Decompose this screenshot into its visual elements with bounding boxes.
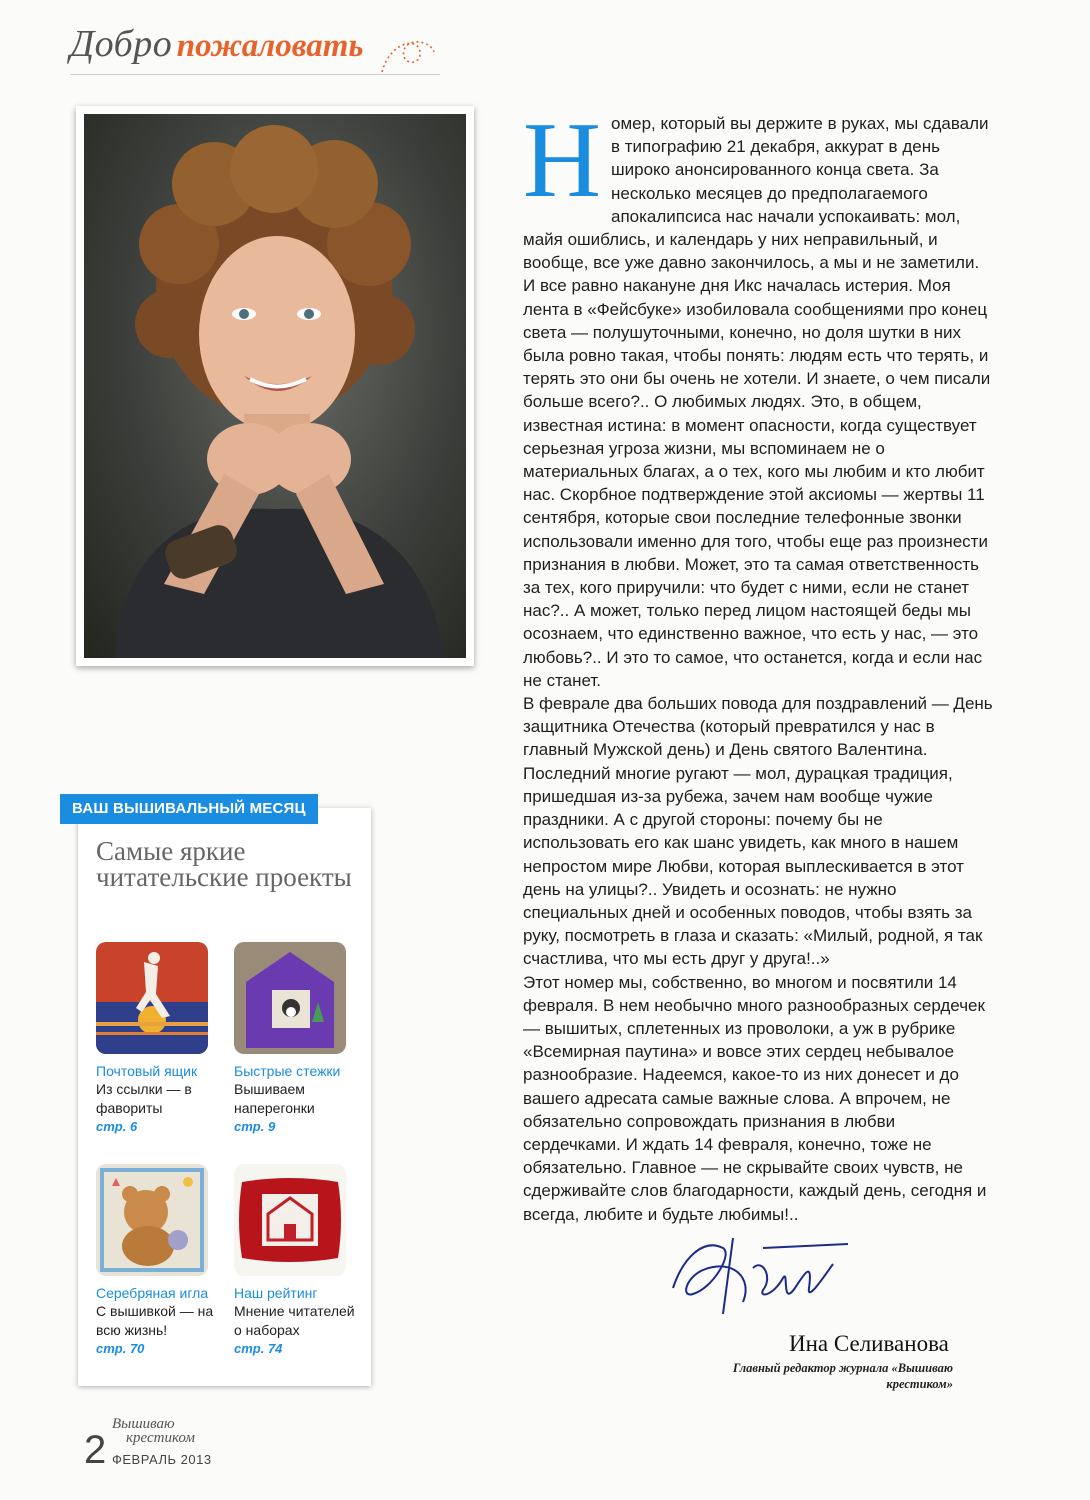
editor-signature-icon	[663, 1218, 863, 1318]
embroidery-pillow-thumbnail	[234, 1164, 346, 1276]
project-heading: Наш рейтинг	[234, 1285, 318, 1301]
project-page-ref: стр. 74	[234, 1341, 283, 1356]
drop-cap-letter: Н	[523, 101, 601, 220]
project-description: Вышиваем наперегонки	[234, 1081, 315, 1116]
project-item-our-rating[interactable]	[234, 1164, 364, 1358]
section-header	[70, 22, 430, 78]
article-paragraph-2: В феврале два больших повода для поздравлений — День защитника Отечества (который превратился у нас в главный Мужской день) и День святого Валентина. Последний многие ругают — мол, дурацкая традиция, пришедшая из-за рубежа, зачем нам вообще чужие праздники. А с другой стороны: почему бы не использовать его как шанс увидеть, как много в нашем непростом мире Любви, которая выплескивается в этот день на улицы?.. Увидеть и осознать: не нужно специальных дней и особенных поводов, чтобы взять за руку, посмотреть в глаза и сказать: «Милый, родной, я так счастлива, что мы есть друг у друга!..»	[523, 694, 993, 969]
project-heading: Серебряная игла	[96, 1285, 209, 1301]
dotted-loop-decoration	[378, 32, 438, 78]
embroidery-house-thumbnail	[234, 942, 346, 1054]
editor-portrait-photo	[84, 114, 466, 658]
header-word-1: Добро	[70, 23, 173, 65]
editor-role: Главный редактор журнала «Вышиваю крестиком»	[732, 1361, 953, 1391]
issue-date: ФЕВРАЛЬ 2013	[112, 1452, 212, 1467]
article-paragraph-1: омер, который вы держите в руках, мы сдавали в типографию 21 декабря, аккурат в день широко анонсированного конца света. За несколько месяцев до предполагаемого апокалипсиса нас начали успокаивать: мол, майя ошиблись, и календарь у них неправильный, и вообще, все уже давно закончилось, а мы и не заметили. И все равно накануне дня Икс началась истерия. Моя лента в «Фейсбуке» изобиловала сообщениями про конец света — полушуточными, конечно, но доля шутки в них была ровно такая, чтобы понять: людям есть что терять, и терять это они бы очень не хотели. И знаете, о чем писали больше всего?.. О любимых людях. Это, в общем, известная истина: в момент опасности, когда существует серьезная угроза жизни, мы вспоминаем не о материальных благах, а о тех, кого мы любим и кто любит нас. Скорбное подтверждение этой аксиомы — жертвы 11 сентября, которые свои последние телефонные звонки использовали именно для того, чтобы еще раз произнести признания в любви. Может, это та самая ответственность за тех, кого приручили: что будет с ними, если не станет нас?.. А может, только перед лицом настоящей беды мы осознаем, что единственно важное, что есть у нас, — это любовь?.. И это то самое, что останется, когда и если нас не станет.	[523, 114, 991, 690]
editorial-text	[523, 101, 993, 1226]
editor-photo-frame	[76, 106, 474, 666]
embroidery-teddy-thumbnail	[96, 1164, 208, 1276]
project-description: Из ссылки — в фавориты	[96, 1081, 192, 1116]
project-page-ref: стр. 9	[234, 1119, 276, 1134]
magazine-logo-line-2: крестиком	[126, 1430, 195, 1446]
editor-name: Ина Селиванова	[789, 1331, 949, 1356]
project-description: С вышивкой — на всю жизнь!	[96, 1303, 214, 1338]
portrait-illustration	[84, 114, 466, 658]
monthly-projects-box	[72, 800, 371, 1386]
embroidery-dancer-thumbnail	[96, 942, 208, 1054]
project-item-silver-needle[interactable]	[96, 1164, 226, 1358]
article-paragraph-3: Этот номер мы, собственно, во многом и посвятили 14 февраля. В нем необычно много разнообразных сердечек — вышитых, сплетенных из проволоки, а уж в рубрике «Всемирная паутина» и вовсе этих сердец небывалое разнообразие. Надеемся, какое-то из них донесет и до вашего адресата самые важные слова. А впрочем, не обязательно сопровождать признания в любви сердечками. И ждать 14 февраля, конечно, тоже не обязательно. Главное — не скрывайте своих чувств, не сдерживайте слов благодарности, каждый день, сегодня и всегда, любите и будьте любимы!..	[523, 972, 987, 1224]
project-page-ref: стр. 70	[96, 1341, 145, 1356]
project-description: Мнение читателей о наборах	[234, 1303, 355, 1338]
box-tab-label: ВАШ ВЫШИВАЛЬНЫЙ МЕСЯЦ	[60, 794, 318, 824]
magazine-logo-line-1: Вышиваю	[112, 1416, 175, 1432]
page-number: 2	[84, 1428, 107, 1472]
magazine-logo	[112, 1417, 195, 1445]
project-item-mailbox[interactable]	[96, 942, 226, 1136]
project-heading: Быстрые стежки	[234, 1063, 341, 1079]
project-item-quick-stitches[interactable]	[234, 942, 364, 1136]
project-page-ref: стр. 6	[96, 1119, 138, 1134]
header-word-2: пожаловать	[176, 28, 364, 64]
project-heading: Почтовый ящик	[96, 1063, 198, 1079]
box-title: Самые яркие читательские проекты	[96, 836, 352, 892]
